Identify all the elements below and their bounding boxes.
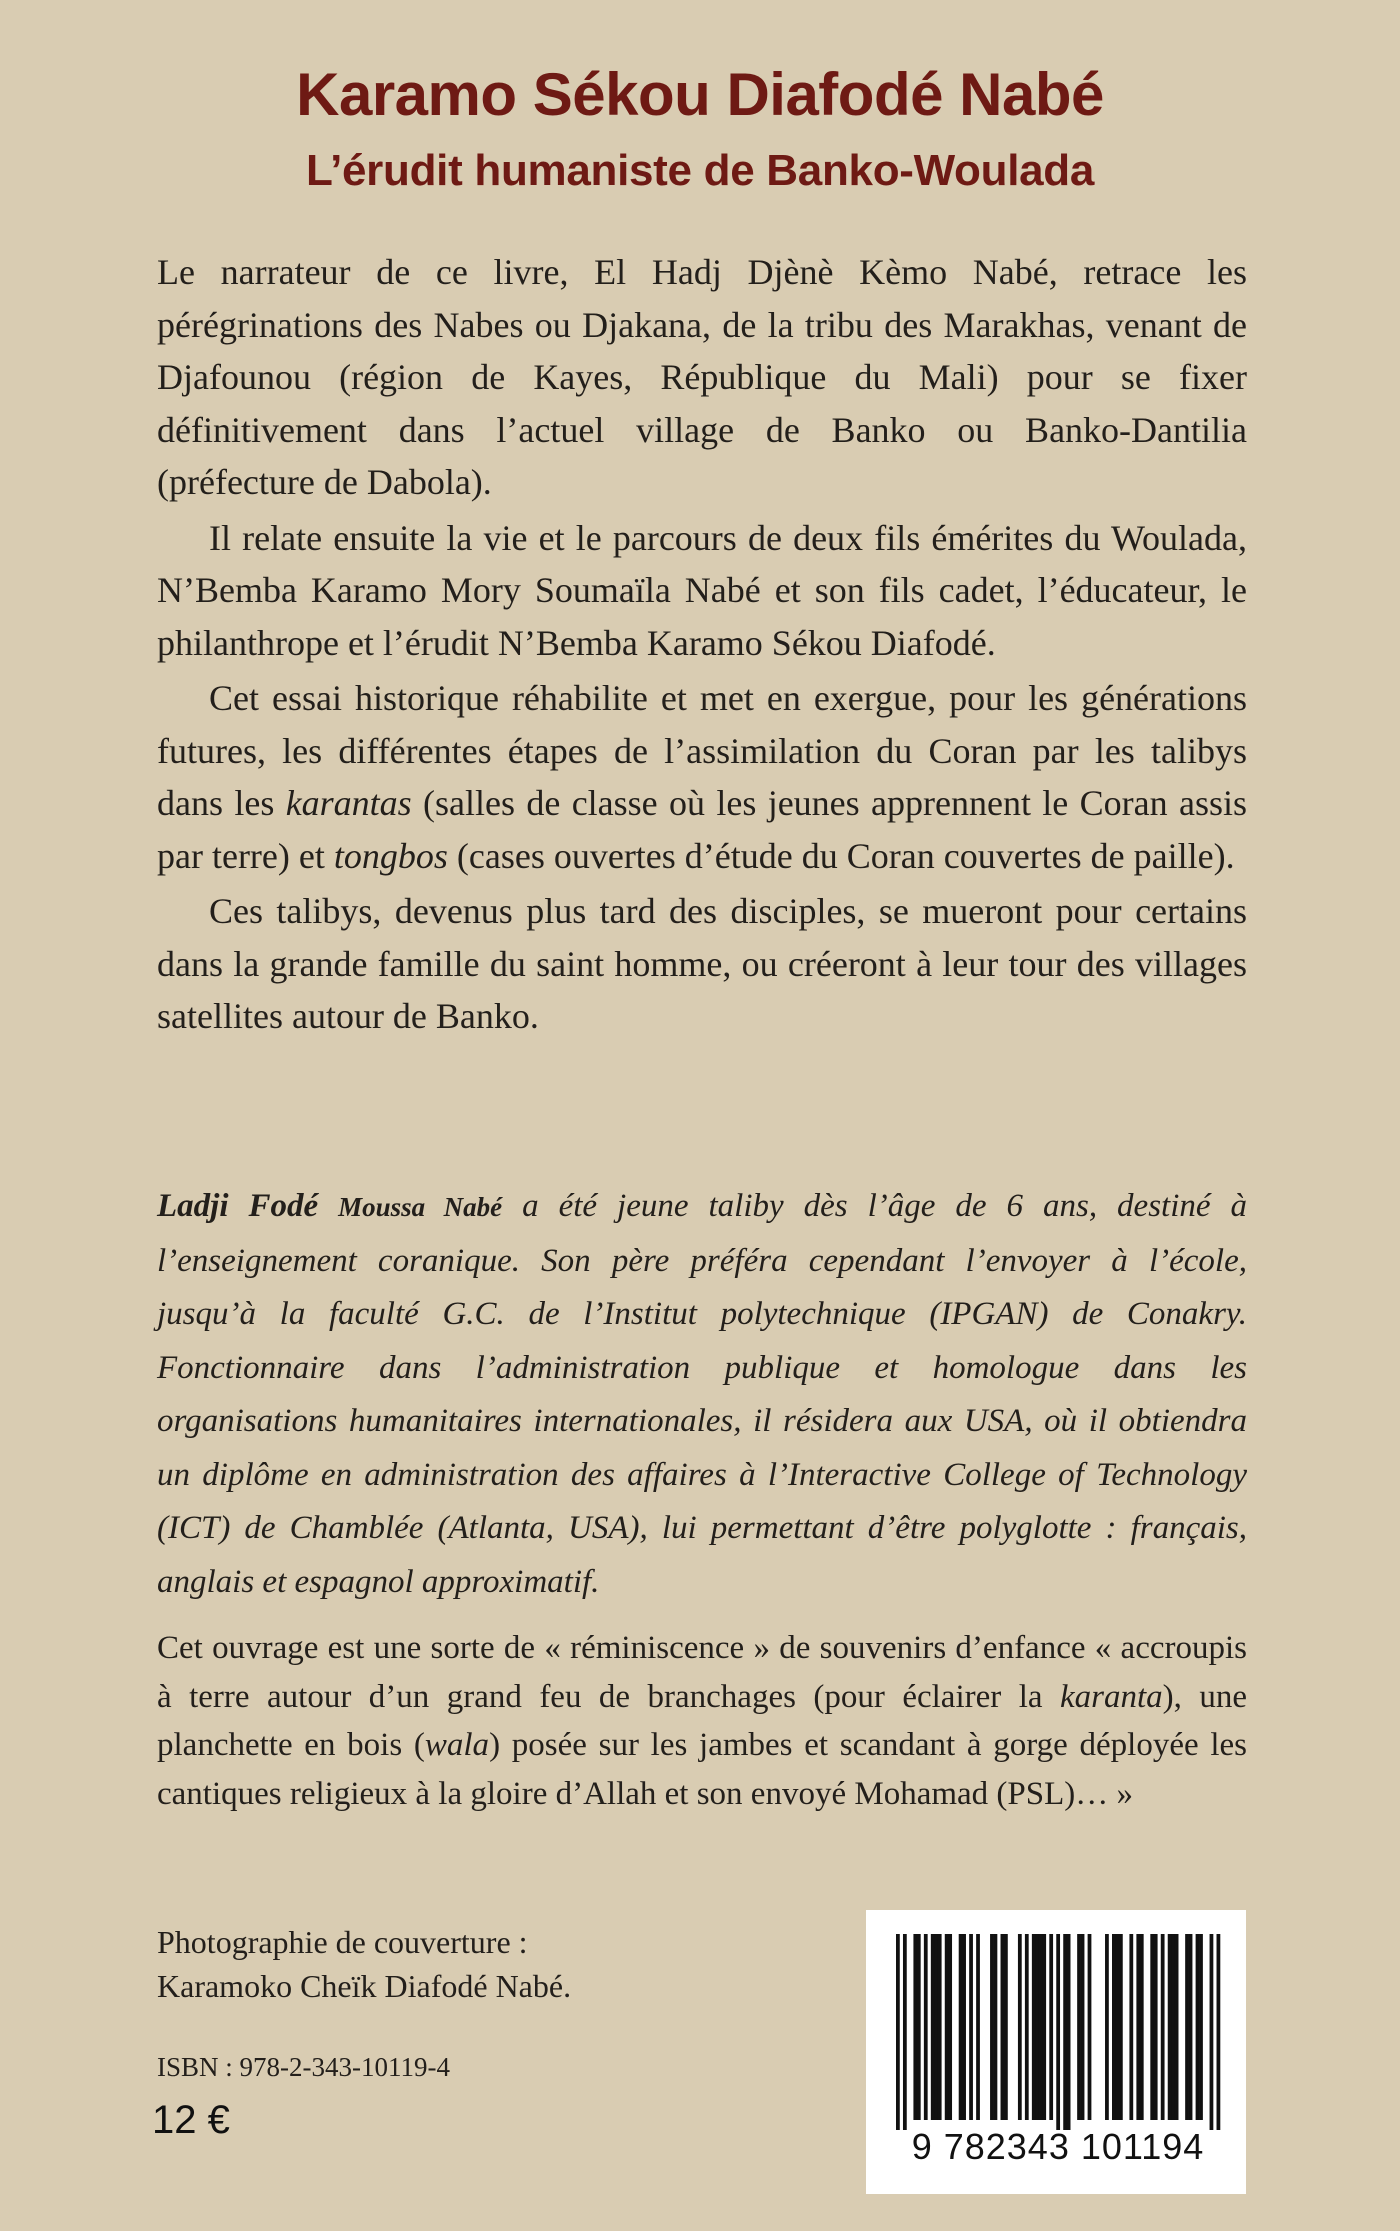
barcode-bar	[1039, 1934, 1043, 2120]
barcode-bar	[969, 1934, 973, 2120]
closing-quote	[157, 1624, 1247, 1818]
summary-section	[157, 246, 1247, 1046]
barcode-bar	[931, 1934, 935, 2120]
summary-paragraph-1: Le narrateur de ce livre, El Hadj Djènè Kèmo Nabé, retrace les pérégrinations des Nabes ou Djakana, de la tribu des Marakhas, venant de Djafounou (région de Kayes, République du Mali) pour se fixer définitivement dans l’actuel village de Banko ou Banko-Dantilia (préfecture de Dabola).	[157, 252, 1247, 502]
barcode-bar	[1154, 1934, 1158, 2120]
barcode-bar	[1056, 1934, 1060, 2130]
barcode-bar	[1063, 1934, 1067, 2130]
price: 12 €	[152, 2098, 230, 2142]
author-bio	[157, 1180, 1247, 1609]
barcode-bar	[994, 1934, 998, 2120]
barcode-bar	[1025, 1934, 1029, 2120]
term-wala: wala	[424, 1727, 490, 1763]
author-name	[157, 1188, 502, 1224]
barcode-bar	[1067, 1934, 1071, 2130]
author-name-surname: Moussa Nabé	[338, 1192, 503, 1222]
author-name-first: Ladji Fodé	[157, 1188, 339, 1224]
photo-credit-name: Karamoko Cheïk Diafodé Nabé.	[157, 1968, 572, 2004]
summary-paragraph-2: Il relate ensuite la vie et le parcours de deux fils émérites du Woulada, N’Bemba Karamo Mory Soumaïla Nabé et son fils cadet, l’éducateur, le philanthrope et l’érudit N’Bemba Karamo Sékou Diafodé.	[157, 517, 1247, 663]
quote-text-c: ) posée sur les jambes et scandant à gorge déployée les cantiques religieux à la gloire d’Allah et son envoyé Mohamad (PSL)… »	[157, 1727, 1247, 1812]
barcode-bar	[1018, 1934, 1022, 2120]
summary-paragraph-4: Ces talibys, devenus plus tard des disciples, se mueront pour certains dans la grande famille du saint homme, ou créeront à leur tour des villages satellites autour de Banko.	[157, 891, 1247, 1036]
summary-p3-text-b: (salles de classe où les jeunes apprennent le Coran assis par terre) et	[157, 783, 1247, 876]
barcode-bar	[1175, 1934, 1179, 2120]
barcode-bar	[1136, 1934, 1140, 2120]
author-bio-text: a été jeune taliby dès l’âge de 6 ans, destiné à l’enseignement coranique. Son père préféra cependant l’envoyer à l’école, jusqu’à la faculté G.C. de l’Institut polytechnique (IPGAN) de Conakry. Fonctionnaire dans l’administration publique et homologue dans les organisations humanitaires internationales, il résidera aux USA, où il obtiendra un diplôme en administration des affaires à l’Interactive College of Technology (ICT) de Chamblée (Atlanta, USA), lui permettant d’être polyglotte : français, anglais et espagnol approximatif.	[157, 1188, 1248, 1600]
barcode-bar	[1112, 1934, 1116, 2120]
barcode-bar	[1119, 1934, 1123, 2120]
term-karanta: karanta	[1059, 1678, 1163, 1715]
book-title: Karamo Sékou Diafodé Nabé	[296, 61, 1104, 128]
summary-p3-text-a: Cet essai historique réhabilite et met en exergue, pour les générations futures, les différentes étapes de l’assimilation du Coran par les talibys dans les	[157, 678, 1247, 823]
barcode-bar	[959, 1934, 963, 2120]
barcode-bar	[1042, 1934, 1046, 2120]
barcode-bar	[1049, 1934, 1053, 2120]
quote-text-b: ), une planchette en bois (	[157, 1678, 1248, 1763]
barcode-bar	[1168, 1934, 1172, 2120]
barcode-bar	[1115, 1934, 1119, 2120]
barcode-bar	[913, 1934, 917, 2120]
barcode-bar	[1081, 1934, 1085, 2120]
barcode-bar	[945, 1934, 949, 2120]
barcode-digits: 9 782343 101194	[911, 2126, 1205, 2167]
barcode-bar	[1004, 1934, 1008, 2120]
book-subtitle: L’érudit humaniste de Banko-Woulada	[305, 146, 1095, 195]
barcode-bar	[1196, 1934, 1200, 2120]
barcode-bar	[1035, 1934, 1039, 2120]
barcode-bar	[1088, 1934, 1092, 2120]
barcode-bar	[1185, 1934, 1189, 2120]
photo-credit-label: Photographie de couverture :	[157, 1924, 528, 1960]
isbn: ISBN : 978-2-343-10119-4	[157, 2052, 450, 2082]
barcode-bar	[1077, 1934, 1081, 2120]
barcode-bar	[1161, 1934, 1165, 2120]
barcode-bar	[976, 1934, 980, 2120]
term-karantas: karantas	[285, 783, 412, 823]
barcode-bar	[990, 1934, 994, 2120]
term-tongbos: tongbos	[333, 835, 448, 876]
quote-text-a: Cet ouvrage est une sorte de « réminiscence » de souvenirs d’enfance « accroupis à terre autour d’un grand feu de branchages (pour éclairer la	[157, 1630, 1247, 1715]
barcode-bar	[1217, 1934, 1221, 2130]
summary-p3-text-c: (cases ouvertes d’étude du Coran couvertes de paille).	[447, 835, 1235, 876]
barcode-bar	[1210, 1934, 1214, 2130]
barcode-bar	[934, 1934, 938, 2120]
barcode-bar	[1189, 1934, 1193, 2120]
barcode-bar	[948, 1934, 952, 2120]
barcode-bar	[1140, 1934, 1144, 2120]
barcode-bar	[903, 1934, 907, 2130]
barcode-bar	[1199, 1934, 1203, 2120]
barcode-bar	[1105, 1934, 1109, 2120]
barcode	[866, 1910, 1246, 2194]
photo-credit	[157, 1920, 571, 2008]
barcode-bar	[1032, 1934, 1036, 2120]
barcode-bar	[1129, 1934, 1133, 2120]
barcode-bar	[896, 1934, 900, 2130]
summary-paragraph-3	[157, 672, 1247, 882]
barcode-bar	[917, 1934, 921, 2120]
barcode-bar	[1001, 1934, 1005, 2120]
barcode-bar	[924, 1934, 928, 2120]
barcode-bar	[1150, 1934, 1154, 2120]
barcode-bar	[1171, 1934, 1175, 2120]
barcode-bar	[962, 1934, 966, 2120]
barcode-bar	[938, 1934, 942, 2120]
